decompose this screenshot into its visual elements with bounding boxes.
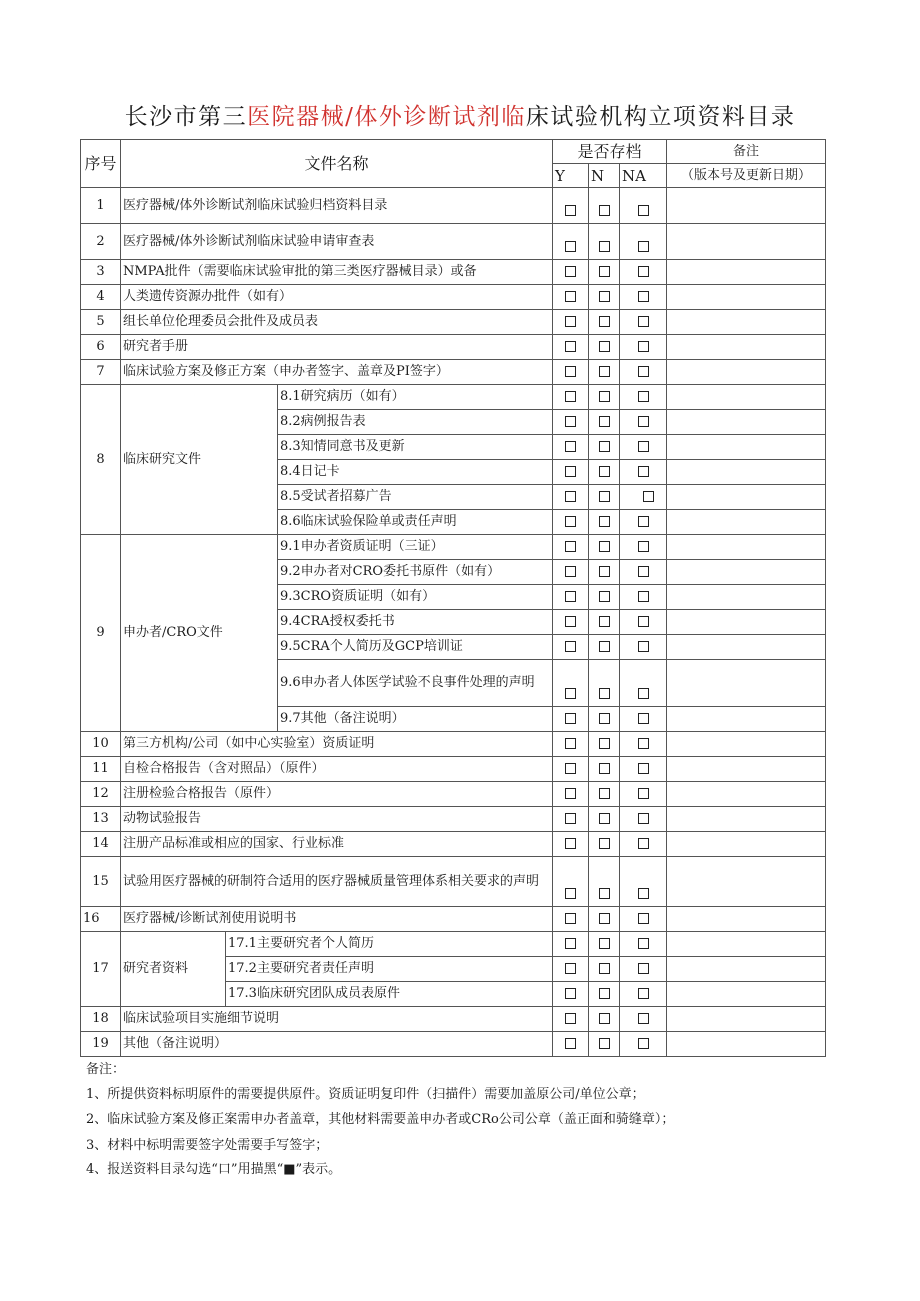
remark-cell[interactable] (667, 660, 826, 707)
remark-cell[interactable] (667, 982, 826, 1007)
note-3: 3、材料中标明需要签字处需要手写签字； (86, 1138, 329, 1153)
checkbox-n[interactable] (599, 763, 610, 774)
checkbox-y[interactable] (565, 688, 576, 699)
checkbox-n[interactable] (599, 1038, 610, 1049)
table-row: 12 注册检验合格报告（原件） (81, 782, 826, 807)
checkbox-n[interactable] (599, 813, 610, 824)
checkbox-y[interactable] (565, 241, 576, 252)
remark-cell[interactable] (667, 335, 826, 360)
remark-cell[interactable] (667, 832, 826, 857)
checkbox-n[interactable] (599, 341, 610, 352)
note-4: 4、报送资料目录勾选“口”用描黑“■”表示。 (86, 1162, 342, 1177)
checkbox-na[interactable] (638, 888, 649, 899)
checkbox-n[interactable] (599, 888, 610, 899)
remark-cell[interactable] (667, 224, 826, 260)
table-row: 9.2申办者对CRO委托书原件（如有） (81, 560, 826, 585)
checkbox-y[interactable] (565, 1038, 576, 1049)
checkbox-y[interactable] (565, 788, 576, 799)
checkbox-y[interactable] (565, 341, 576, 352)
checkbox-n[interactable] (599, 366, 610, 377)
table-row: 16 医疗器械/诊断试剂使用说明书 (81, 907, 826, 932)
table-row: 10 第三方机构/公司（如中心实验室）资质证明 (81, 732, 826, 757)
header-archived: 是否存档 (553, 140, 667, 164)
remark-cell[interactable] (667, 1032, 826, 1057)
remark-cell[interactable] (667, 807, 826, 832)
table-row: 13 动物试验报告 (81, 807, 826, 832)
checkbox-n[interactable] (599, 205, 610, 216)
table-row: 1 医疗器械/体外诊断试剂临床试验归档资料目录 (81, 188, 826, 224)
checkbox-y[interactable] (565, 291, 576, 302)
checkbox-n[interactable] (599, 566, 610, 577)
checkbox-n[interactable] (599, 541, 610, 552)
checkbox-na[interactable] (638, 516, 649, 527)
checkbox-n[interactable] (599, 266, 610, 277)
checkbox-na[interactable] (638, 913, 649, 924)
checkbox-y[interactable] (565, 913, 576, 924)
remark-cell[interactable] (667, 260, 826, 285)
checkbox-n[interactable] (599, 838, 610, 849)
remark-cell[interactable] (667, 188, 826, 224)
table-row: 6 研究者手册 (81, 335, 826, 360)
table-row: 9.7其他（备注说明） (81, 707, 826, 732)
checkbox-na[interactable] (643, 491, 654, 502)
table-row: 8.6临床试验保险单或责任声明 (81, 510, 826, 535)
checkbox-na[interactable] (638, 738, 649, 749)
checkbox-y[interactable] (565, 516, 576, 527)
table-row: 8 临床研究文件 8.1研究病历（如有） (81, 385, 826, 410)
checkbox-n[interactable] (599, 688, 610, 699)
remark-cell[interactable] (667, 585, 826, 610)
header-na: NA (620, 164, 667, 188)
checkbox-y[interactable] (565, 988, 576, 999)
table-row: 9.3CRO资质证明（如有） (81, 585, 826, 610)
table-row: 4 人类遗传资源办批件（如有） (81, 285, 826, 310)
checkbox-n[interactable] (599, 516, 610, 527)
checkbox-y[interactable] (565, 838, 576, 849)
checkbox-y[interactable] (565, 491, 576, 502)
checkbox-na[interactable] (638, 566, 649, 577)
document-title: 长沙市第三医院器械/体外诊断试剂临床试验机构立项资料目录 (124, 104, 796, 130)
table-row: 9.4CRA授权委托书 (81, 610, 826, 635)
table-row: 3 NMPA批件（需要临床试验审批的第三类医疗器械目录）或备 (81, 260, 826, 285)
table-row: 8.2病例报告表 (81, 410, 826, 435)
checkbox-n[interactable] (599, 616, 610, 627)
checkbox-na[interactable] (638, 988, 649, 999)
remark-cell[interactable] (667, 560, 826, 585)
remark-cell[interactable] (667, 610, 826, 635)
checkbox-na[interactable] (638, 1013, 649, 1024)
checkbox-na[interactable] (638, 616, 649, 627)
checkbox-y[interactable] (565, 1013, 576, 1024)
table-row: 14 注册产品标准或相应的国家、行业标准 (81, 832, 826, 857)
checkbox-y[interactable] (565, 641, 576, 652)
checkbox-na[interactable] (638, 713, 649, 724)
remark-cell[interactable] (667, 1007, 826, 1032)
table-row: 17.2主要研究者责任声明 (81, 957, 826, 982)
remark-cell[interactable] (667, 732, 826, 757)
checkbox-na[interactable] (638, 541, 649, 552)
checkbox-n[interactable] (599, 1013, 610, 1024)
checkbox-y[interactable] (565, 416, 576, 427)
checkbox-y[interactable] (565, 205, 576, 216)
checkbox-na[interactable] (638, 416, 649, 427)
table-row: 11 自检合格报告（含对照品）（原件） (81, 757, 826, 782)
table-row: 7 临床试验方案及修正方案（申办者签字、盖章及PI签字） (81, 360, 826, 385)
remark-cell[interactable] (667, 757, 826, 782)
document-checklist-table (80, 139, 826, 1057)
checkbox-y[interactable] (565, 963, 576, 974)
header-n: N (589, 164, 620, 188)
checkbox-na[interactable] (638, 266, 649, 277)
table-row: 15 试验用医疗器械的研制符合适用的医疗器械质量管理体系相关要求的声明 (81, 857, 826, 907)
table-row: 8.5受试者招募广告 (81, 485, 826, 510)
remark-cell[interactable] (667, 782, 826, 807)
checkbox-na[interactable] (638, 341, 649, 352)
remark-cell[interactable] (667, 635, 826, 660)
checkbox-na[interactable] (638, 1038, 649, 1049)
remark-cell[interactable] (667, 410, 826, 435)
checkbox-y[interactable] (565, 713, 576, 724)
checkbox-y[interactable] (565, 888, 576, 899)
checkbox-y[interactable] (565, 616, 576, 627)
remark-cell[interactable] (667, 385, 826, 410)
checkbox-na[interactable] (638, 813, 649, 824)
checkbox-na[interactable] (638, 591, 649, 602)
checkbox-y[interactable] (565, 466, 576, 477)
checkbox-n[interactable] (599, 641, 610, 652)
note-2: 2、临床试验方案及修正案需申办者盖章，其他材料需要盖申办者或CRo公司公章（盖正面和骑缝章）； (86, 1112, 675, 1127)
checkbox-y[interactable] (565, 763, 576, 774)
table-row: 18 临床试验项目实施细节说明 (81, 1007, 826, 1032)
checkbox-y[interactable] (565, 541, 576, 552)
header-remark: 备注 (667, 140, 826, 164)
remark-cell[interactable] (667, 510, 826, 535)
checkbox-n[interactable] (599, 241, 610, 252)
note-1: 1、所提供资料标明原件的需要提供原件。资质证明复印件（扫描件）需要加盖原公司/单位公章； (86, 1087, 645, 1102)
checkbox-n[interactable] (599, 466, 610, 477)
table-row: 5 组长单位伦理委员会批件及成员表 (81, 310, 826, 335)
checkbox-na[interactable] (638, 963, 649, 974)
checkbox-n[interactable] (599, 491, 610, 502)
header-row (81, 140, 826, 164)
checkbox-y[interactable] (565, 366, 576, 377)
checkbox-y[interactable] (565, 391, 576, 402)
header-seq: 序号 (81, 140, 121, 188)
table-row: 17.3临床研究团队成员表原件 (81, 982, 826, 1007)
checkbox-n[interactable] (599, 963, 610, 974)
checkbox-y[interactable] (565, 441, 576, 452)
table-row: 9.5CRA个人简历及GCP培训证 (81, 635, 826, 660)
remark-cell[interactable] (667, 310, 826, 335)
table-row: 2 医疗器械/体外诊断试剂临床试验申请审查表 (81, 224, 826, 260)
remark-cell[interactable] (667, 857, 826, 907)
table-row: 19 其他（备注说明） (81, 1032, 826, 1057)
checkbox-na[interactable] (638, 688, 649, 699)
remark-cell[interactable] (667, 360, 826, 385)
checkbox-n[interactable] (599, 291, 610, 302)
remark-cell[interactable] (667, 535, 826, 560)
checkbox-na[interactable] (638, 205, 649, 216)
checkbox-na[interactable] (638, 838, 649, 849)
checkbox-na[interactable] (638, 441, 649, 452)
checkbox-na[interactable] (638, 391, 649, 402)
checkbox-na[interactable] (638, 763, 649, 774)
checkbox-y[interactable] (565, 266, 576, 277)
checkbox-n[interactable] (599, 938, 610, 949)
header-remark-sub: （版本号及更新日期） (667, 164, 826, 188)
remark-cell[interactable] (667, 707, 826, 732)
remark-cell[interactable] (667, 932, 826, 957)
checkbox-na[interactable] (638, 938, 649, 949)
table-row: 9 申办者/CRO文件 9.1申办者资质证明（三证） (81, 535, 826, 560)
checkbox-n[interactable] (599, 416, 610, 427)
checkbox-n[interactable] (599, 391, 610, 402)
remark-cell[interactable] (667, 957, 826, 982)
checkbox-n[interactable] (599, 316, 610, 327)
checkbox-n[interactable] (599, 441, 610, 452)
notes-heading: 备注： (86, 1062, 126, 1077)
header-y: Y (553, 164, 589, 188)
remark-cell[interactable] (667, 907, 826, 932)
checkbox-na[interactable] (638, 241, 649, 252)
table-row: 8.4日记卡 (81, 460, 826, 485)
checkbox-n[interactable] (599, 788, 610, 799)
checkbox-y[interactable] (565, 813, 576, 824)
checkbox-na[interactable] (638, 316, 649, 327)
checkbox-na[interactable] (638, 641, 649, 652)
checkbox-n[interactable] (599, 591, 610, 602)
checkbox-na[interactable] (638, 466, 649, 477)
checkbox-y[interactable] (565, 316, 576, 327)
header-name: 文件名称 (121, 140, 553, 188)
checkbox-n[interactable] (599, 713, 610, 724)
remark-cell[interactable] (667, 435, 826, 460)
checkbox-y[interactable] (565, 566, 576, 577)
checkbox-n[interactable] (599, 988, 610, 999)
checkbox-na[interactable] (638, 291, 649, 302)
remark-cell[interactable] (667, 285, 826, 310)
checkbox-na[interactable] (638, 366, 649, 377)
table-row: 8.3知情同意书及更新 (81, 435, 826, 460)
checkbox-na[interactable] (638, 788, 649, 799)
checkbox-y[interactable] (565, 938, 576, 949)
remark-cell[interactable] (667, 460, 826, 485)
checkbox-y[interactable] (565, 738, 576, 749)
checkbox-n[interactable] (599, 738, 610, 749)
table-row: 17 研究者资料 17.1主要研究者个人简历 (81, 932, 826, 957)
remark-cell[interactable] (667, 485, 826, 510)
checkbox-y[interactable] (565, 591, 576, 602)
checkbox-n[interactable] (599, 913, 610, 924)
table-row: 9.6申办者人体医学试验不良事件处理的声明 (81, 660, 826, 707)
